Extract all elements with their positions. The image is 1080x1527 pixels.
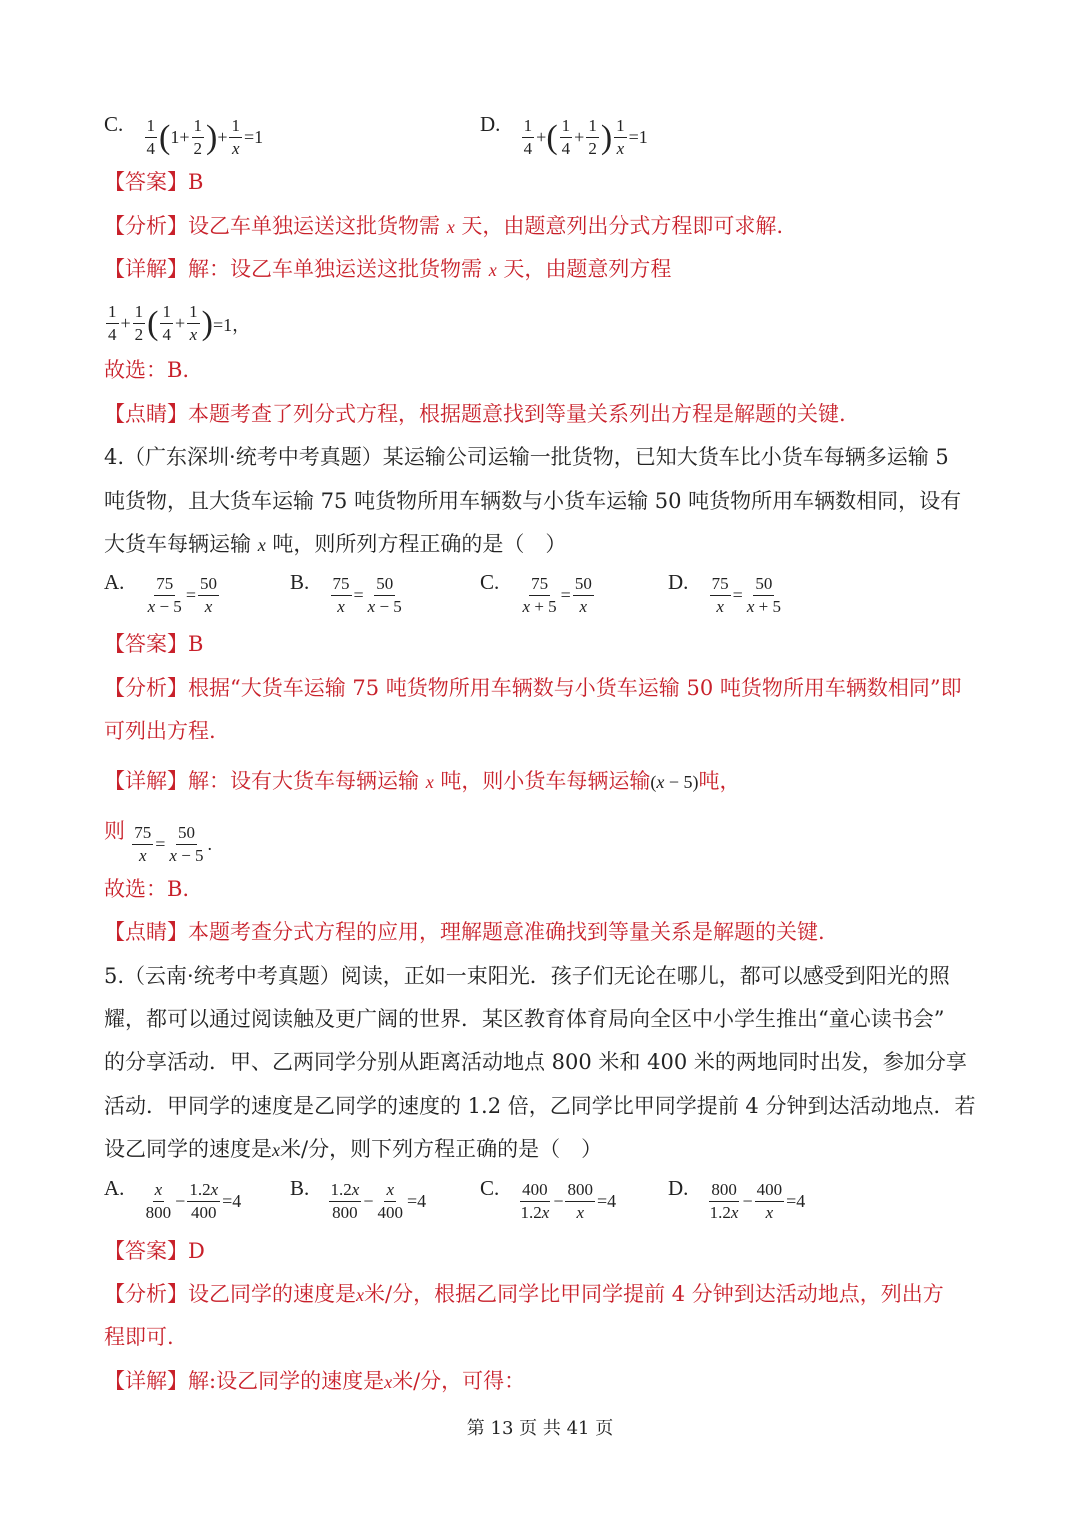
q5-detail: 【详解】解:设乙同学的速度是x米/分，可得：	[104, 1369, 526, 1393]
q4-option-a[interactable]: A. $\frac{75}{x - 5}$ = $\frac{50}{x}$	[104, 570, 217, 616]
q3-choice: 故选：B.	[104, 358, 190, 382]
option-label: B.	[290, 1176, 310, 1200]
q4-analysis-line2: 可列出方程.	[104, 719, 216, 743]
detail-text-2: 米/分，可得：	[392, 1369, 526, 1393]
analysis-text: 设乙车单独运送这批货物需	[188, 214, 447, 238]
q3-option-c: C. $\frac{1}{4}$ ( 1+ $\frac{1}{2}$ ) + $\frac{1}{x}$ =1	[104, 112, 264, 158]
option-label: C.	[480, 1176, 500, 1200]
option-label: C.	[104, 112, 124, 136]
option-label: D.	[668, 570, 689, 594]
q4-detail: 【详解】解：设有大货车每辆运输 x 吨，则小货车每辆运输(x − 5)吨，	[104, 769, 741, 793]
detail-tag: 【详解】	[104, 1369, 188, 1393]
q4-detail-equation: 则 $\frac{75}{x}$ = $\frac{50}{x - 5}$ .	[104, 819, 213, 865]
analysis-tag: 【分析】	[104, 1282, 188, 1306]
then-text: 则	[104, 819, 125, 843]
stem-text: 设乙同学的速度是	[104, 1137, 272, 1161]
q5-stem-line5: 设乙同学的速度是x米/分，则下列方程正确的是（ ）	[104, 1137, 603, 1161]
q5-analysis-line2: 程即可.	[104, 1325, 174, 1349]
q4-stem-line3: 大货车每辆运输 x 吨，则所列方程正确的是（ ）	[104, 532, 567, 556]
q4-analysis-line1	[104, 674, 962, 702]
q4-choice: 故选：B.	[104, 877, 190, 901]
q4-comment	[104, 918, 825, 946]
q3-analysis: 【分析】设乙车单独运送这批货物需 x 天，由题意列出分式方程即可求解.	[104, 214, 784, 238]
comment-tag: 【点睛】	[104, 402, 188, 426]
q3-equation: $\frac{1}{4}$ + $\frac{1}{2}$ ( $\frac{1}{4}$ + $\frac{1}{x}$ ) =1，	[108, 302, 251, 344]
option-label: A.	[104, 570, 125, 594]
q4-option-d[interactable]: D. $\frac{75}{x}$ = $\frac{50}{x + 5}$	[668, 570, 781, 616]
q5-stem-line3: 的分享活动．甲、乙两同学分别从距离活动地点 800 米和 400 米的两地同时出发，参加分享	[104, 1050, 967, 1074]
q5-stem-line1: 5.（云南·统考中考真题）阅读，正如一束阳光．孩子们无论在哪儿，都可以感受到阳光的照	[104, 964, 950, 988]
q5-option-c[interactable]: C. $\frac{400}{1.2x}$ − $\frac{800}{x}$ =4	[480, 1176, 617, 1222]
option-label: D.	[668, 1176, 689, 1200]
q4-option-b[interactable]: B. $\frac{75}{x}$ = $\frac{50}{x - 5}$	[290, 570, 402, 616]
stem-text-2: 米/分，则下列方程正确的是（ ）	[280, 1137, 603, 1161]
q3-detail: 【详解】解：设乙车单独运送这批货物需 x 天，由题意列方程	[104, 257, 672, 281]
detail-tag: 【详解】	[104, 257, 188, 281]
q5-stem-line2: 耀，都可以通过阅读触及更广阔的世界．某区教育体育局向全区中小学生推出“童心读书会”	[104, 1007, 945, 1031]
detail-text-2: 天，由题意列方程	[496, 257, 672, 281]
stem-text: 大货车每辆运输	[104, 532, 258, 556]
detail-text: 解：设乙车单独运送这批货物需	[188, 257, 489, 281]
analysis-tag: 【分析】	[104, 214, 188, 238]
q5-option-b[interactable]: B. $\frac{1.2x}{800}$ − $\frac{x}{400}$ =4	[290, 1176, 427, 1222]
q5-option-d[interactable]: D. $\frac{800}{1.2x}$ − $\frac{400}{x}$ =4	[668, 1176, 806, 1222]
q4-answer: 【答案】B	[104, 632, 204, 656]
option-label: C.	[480, 570, 500, 594]
page-footer: 第 13 页 共 41 页	[466, 1418, 614, 1439]
q5-analysis-line1: 【分析】设乙同学的速度是x米/分，根据乙同学比甲同学提前 4 分钟到达活动地点，列出方	[104, 1282, 944, 1306]
detail-text: 解：设有大货车每辆运输	[188, 769, 426, 793]
analysis-text-2: 天，由题意列出分式方程即可求解.	[454, 214, 784, 238]
q5-answer: 【答案】D	[104, 1239, 205, 1263]
q3-option-d: D. $\frac{1}{4}$ + ( $\frac{1}{4}$ + $\frac{1}{2}$ ) $\frac{1}{x}$ =1	[480, 112, 648, 158]
analysis-tag: 【分析】	[104, 676, 188, 700]
detail-tag: 【详解】	[104, 769, 188, 793]
q4-stem-line2: 吨货物，且大货车运输 75 吨货物所用车辆数与小货车运输 50 吨货物所用车辆数相同，设有	[104, 489, 962, 513]
option-label: B.	[290, 570, 310, 594]
detail-text-2: 吨，则小货车每辆运输	[433, 769, 651, 793]
comment-tag: 【点睛】	[104, 920, 188, 944]
analysis-text-2: 米/分，根据乙同学比甲同学提前 4 分钟到达活动地点，列出方	[364, 1282, 944, 1306]
analysis-text: 设乙同学的速度是	[188, 1282, 356, 1306]
q4-stem-line1: 4.（广东深圳·统考中考真题）某运输公司运输一批货物，已知大货车比小货车每辆多运输 5	[104, 445, 949, 469]
q3-comment	[104, 400, 846, 428]
q3-answer: 【答案】B	[104, 170, 204, 194]
q5-stem-line4: 活动．甲同学的速度是乙同学的速度的 1.2 倍，乙同学比甲同学提前 4 分钟到达活动地点．若	[104, 1094, 976, 1118]
analysis-text: 根据“大货车运输 75 吨货物所用车辆数与小货车运输 50 吨货物所用车辆数相同”即	[188, 676, 962, 700]
q4-option-c[interactable]: C. $\frac{75}{x + 5}$ = $\frac{50}{x}$	[480, 570, 592, 616]
detail-text: 解:设乙同学的速度是	[188, 1369, 385, 1393]
comment-text: 本题考查了列分式方程，根据题意找到等量关系列出方程是解题的关键.	[188, 402, 846, 426]
option-label: D.	[480, 112, 501, 136]
stem-text-2: 吨，则所列方程正确的是（ ）	[265, 532, 567, 556]
comment-text: 本题考查分式方程的应用，理解题意准确找到等量关系是解题的关键.	[188, 920, 825, 944]
q5-option-a[interactable]: A. $\frac{x}{800}$ − $\frac{1.2x}{400}$ =4	[104, 1176, 242, 1222]
option-label: A.	[104, 1176, 125, 1200]
detail-text-3: 吨，	[698, 769, 741, 793]
